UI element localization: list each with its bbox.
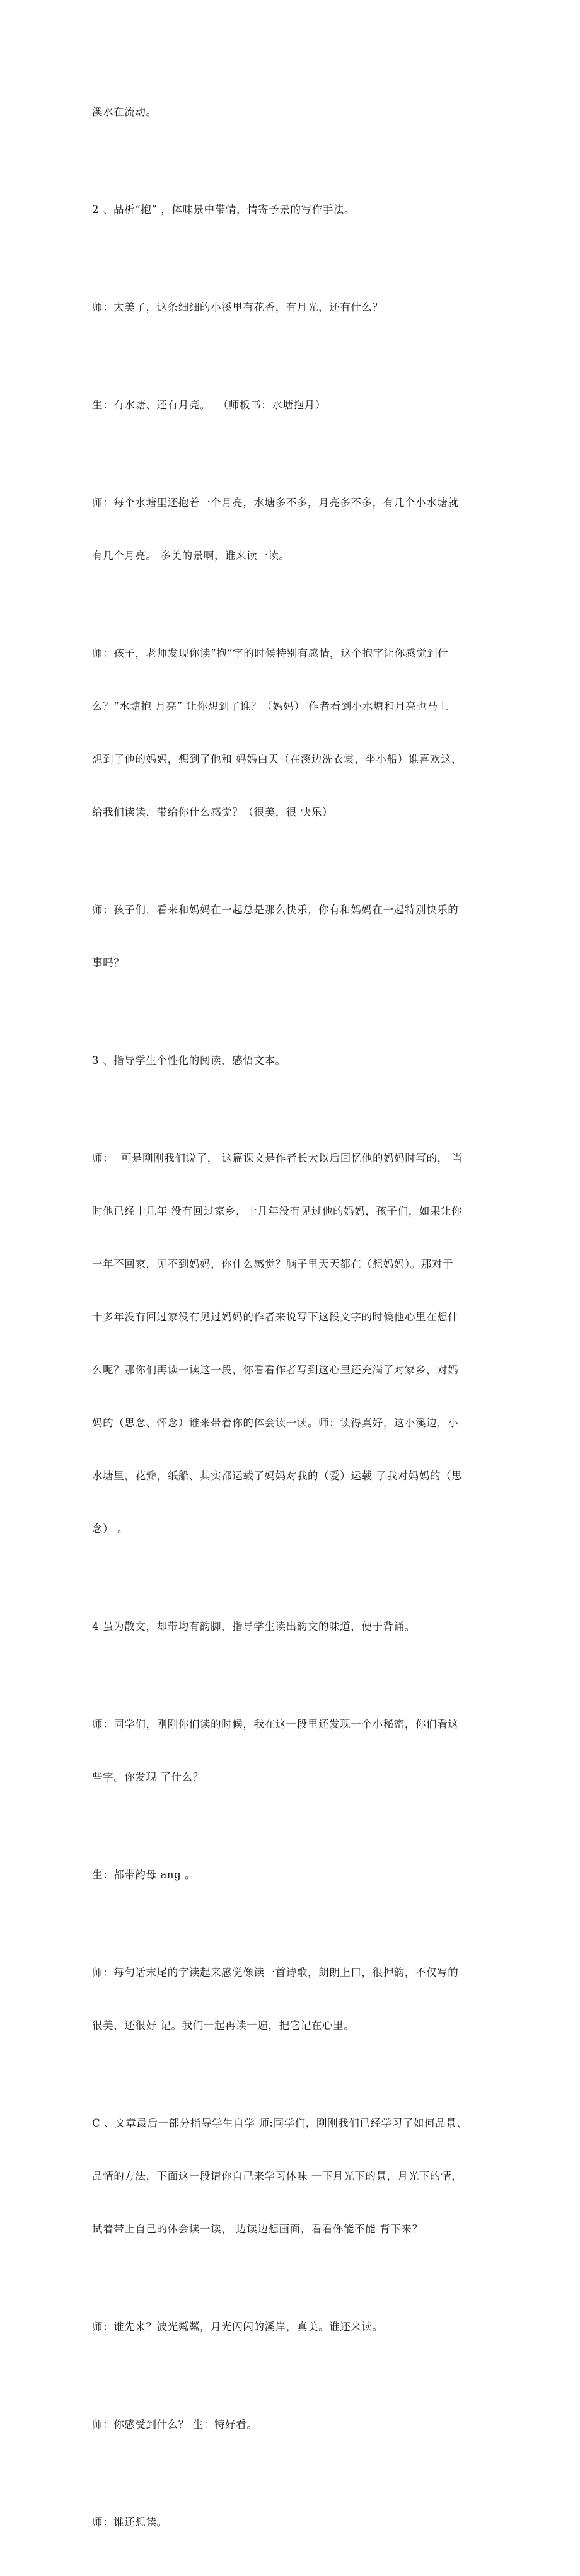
text-line: C 、文章最后一部分指导学生自学 师:同学们，刚刚我们已经学习了如何品景、 <box>92 2117 468 2129</box>
paragraph <box>92 866 508 1007</box>
text-line: 师：你感受到什么？ 生：特好看。 <box>92 2418 258 2430</box>
paragraph <box>92 2079 508 2273</box>
paragraph <box>92 2283 508 2371</box>
text-line: 师：每个水塘里还抱着一个月亮，水塘多不多，月亮多不多，有几个小水塘就 <box>92 497 459 509</box>
paragraph <box>92 1114 508 1573</box>
paragraph <box>92 263 508 352</box>
text-line: 师：同学们，刚刚你们读的时候，我在这一段里还发现一个小秘密，你们看这 <box>92 1718 459 1730</box>
text-line: 师：孩子们，看来和妈妈在一起总是那么快乐，你有和妈妈在一起特别快乐的 <box>92 904 459 916</box>
text-line: 师：谁先来？波光粼粼，月光闪闪的溪岸，真美。谁还来读。 <box>92 2321 383 2333</box>
section-heading <box>92 1017 508 1105</box>
text-line: 么？“水塘抱 月亮” 让你想到了谁？（妈妈） 作者看到小水塘和月亮也马上 <box>92 700 449 712</box>
paragraph <box>92 1929 508 2070</box>
text-line: 妈的（思念、怀念）谁来带着你的体会读一读。师：读得真好，这小溪边，小 <box>92 1417 459 1429</box>
text-line: 时他已经十几年 没有回过家乡，十几年没有见过他的妈妈，孩子们，如果让你 <box>92 1205 463 1217</box>
text-line: 念） 。 <box>92 1523 129 1535</box>
document-body <box>92 68 508 2576</box>
paragraph <box>92 1831 508 1919</box>
text-line: 试着带上自己的体会读一读， 边读边想画面，看看你能不能 背下来？ <box>92 2223 423 2235</box>
text-line: 师：孩子，老师发现你读“抱”字的时候特别有感情，这个抱字让你感觉到什 <box>92 647 449 659</box>
text-line: 想到了他的妈妈，想到了他和 妈妈白天（在溪边洗衣裳，坐小船）谁喜欢这， <box>92 753 463 765</box>
text-line: 师：太美了，这条细细的小溪里有花香，有月光，还有什么？ <box>92 301 383 313</box>
paragraph <box>92 459 508 600</box>
text-line: 么呢？那你们再读一读这一段，你看看作者写到这心里还充满了对家乡，对妈 <box>92 1364 459 1376</box>
paragraph <box>92 68 508 156</box>
text-line: 溪水在流动。 <box>92 106 157 118</box>
text-line: 有几个月亮。 多美的景啊，谁来读一读。 <box>92 550 290 562</box>
section-heading <box>92 1583 508 1671</box>
paragraph <box>92 361 508 449</box>
text-line: 十多年没有回过家没有见过妈妈的作者来说写下这段文字的时候他心里在想什 <box>92 1311 459 1323</box>
text-line: 些字。你发现 了什么？ <box>92 1771 204 1783</box>
text-line: 很美，还很好 记。我们一起再读一遍，把它记在心里。 <box>92 2019 355 2031</box>
text-line: 品情的方法，下面这一段请你自己来学习体味 一下月光下的景，月光下的情， <box>92 2170 463 2182</box>
text-line: 给我们读读，带给你什么感觉？（很美，很 快乐） <box>92 806 334 818</box>
paragraph <box>92 2381 508 2469</box>
text-line: 事吗？ <box>92 957 125 969</box>
text-line: 师：谁还想读。 <box>92 2516 168 2528</box>
text-line: 生：有水塘、还有月亮。 （师板书：水塘抱月） <box>92 399 326 411</box>
paragraph <box>92 1680 508 1822</box>
text-line: 3 、指导学生个性化的阅读，感悟文本。 <box>92 1054 286 1066</box>
text-line: 4 虽为散文，却带均有韵脚，指导学生读出韵文的味道，便于背诵。 <box>92 1620 415 1632</box>
section-heading <box>92 166 508 254</box>
text-line: 一年不回家，见不到妈妈，你什么感觉？脑子里天天都在（想妈妈）。那对于 <box>92 1258 454 1270</box>
text-line: 2 、品析“抱” ，体味景中带情，情寄予景的写作手法。 <box>92 204 356 216</box>
text-line: 师： 可是刚刚我们说了， 这篇课文是作者长大以后回忆他的妈妈时写的， 当 <box>92 1152 463 1164</box>
text-line: 师：每句话末尾的字读起来感觉像读一首诗歌，朗朗上口，很押韵，不仅写的 <box>92 1967 459 1978</box>
text-line: 水塘里，花瓣，纸船、其实都运载了妈妈对我的（爱）运载 了我对妈妈的（思 <box>92 1470 463 1482</box>
text-line: 生：都带韵母 ang 。 <box>92 1869 196 1881</box>
paragraph <box>92 609 508 857</box>
paragraph <box>92 2478 508 2567</box>
